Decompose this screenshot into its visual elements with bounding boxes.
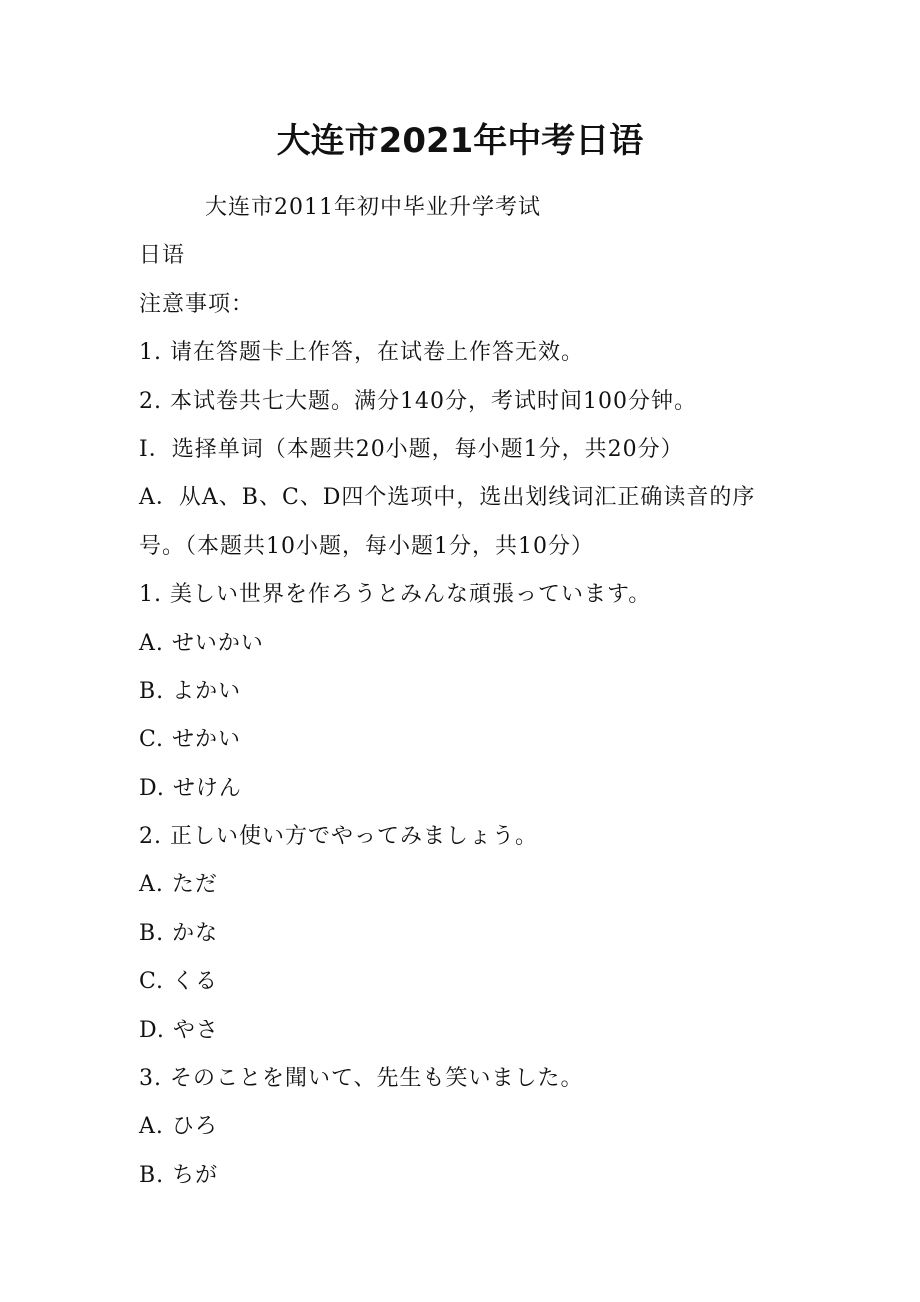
subject-label: 日语 <box>139 243 186 269</box>
question-1-option-b: B. よかい <box>139 678 242 704</box>
note-item-1: 1. 请在答题卡上作答，在试卷上作答无效。 <box>139 340 584 366</box>
section-heading: Ⅰ．选择单词（本题共20小题，每小题1分，共20分） <box>139 436 684 462</box>
part-instruction-line-2: 号。（本题共10小题，每小题1分，共10分） <box>139 533 594 559</box>
question-2-option-c: C. くる <box>139 969 219 995</box>
question-1-option-c: C. せかい <box>139 727 242 753</box>
question-2: 2. 正しい使い方でやってみましょう。 <box>139 824 538 850</box>
question-1-option-a: A. せいかい <box>139 630 264 656</box>
question-2-option-d: D. やさ <box>139 1017 219 1043</box>
document-title: 大连市2021年中考日语 <box>276 121 644 161</box>
question-3: 3. そのことを聞いて、先生も笑いました。 <box>139 1066 584 1092</box>
question-2-option-a: A. ただ <box>139 872 218 898</box>
question-1: 1. 美しい世界を作ろうとみんな頑張っています。 <box>139 582 652 608</box>
note-item-2: 2. 本试卷共七大题。满分140分，考试时间100分钟。 <box>139 388 697 414</box>
question-1-option-d: D. せけん <box>139 775 242 801</box>
exam-heading: 大连市2011年初中毕业升学考试 <box>205 195 541 220</box>
question-2-option-b: B. かな <box>139 920 219 946</box>
document-body <box>139 184 819 1200</box>
notes-heading: 注意事项： <box>139 291 255 317</box>
question-3-option-b: B. ちが <box>139 1162 219 1188</box>
question-3-option-a: A. ひろ <box>139 1114 218 1140</box>
part-instruction-line-1: A．从A、B、C、D四个选项中，选出划线词汇正确读音的序 <box>139 485 756 511</box>
